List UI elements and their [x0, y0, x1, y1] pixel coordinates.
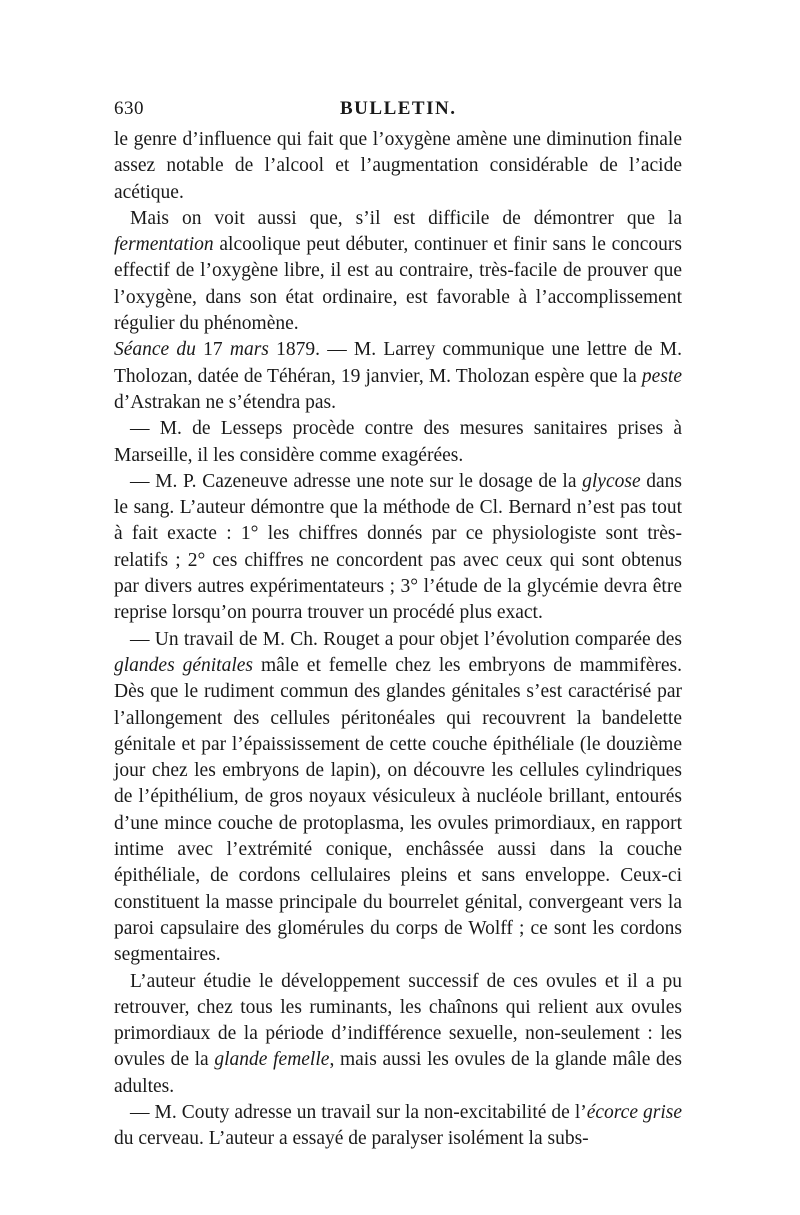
body-text: [114, 127, 682, 1153]
text-run: , mais aussi les ovules de la glande mâle des adultes.: [114, 1049, 683, 1097]
paragraph: [114, 469, 682, 627]
text-run: dans le sang. L’auteur démontre que la méthode de Cl. Bernard n’est pas tout à fait exacte : 1° les chiffres donnés par ce physiologiste sont très-relatifs ; 2° ces chiffres ne concordent pas avec ceux qui sont obtenus par divers autres expérimentateurs ; 3° l’étude de la glycémie devra être reprise lorsqu’on pourra trouver un procédé plus exact.: [114, 470, 682, 624]
paragraph: [114, 127, 682, 206]
text-run: 17: [195, 339, 230, 361]
text-run: Mais on voit aussi que, s’il est difficile de démontrer que la: [130, 207, 682, 229]
running-title: BULLETIN.: [340, 98, 457, 119]
text-run: 1879. — M. Larrey communique une lettre de M. Tholozan, datée de Téhéran, 19 janvier, M. Tholozan espère que la: [114, 339, 683, 387]
italic-run: Séance du: [114, 339, 196, 361]
italic-run: fermentation: [114, 234, 214, 256]
text-run: — M. Couty adresse un travail sur la non-excitabilité de l’: [130, 1101, 587, 1123]
paragraph: [114, 627, 682, 969]
italic-run: glycose: [582, 470, 641, 492]
paragraph: [114, 416, 682, 469]
paragraph: [114, 206, 682, 337]
italic-run: glande femelle: [214, 1049, 330, 1071]
text-run: d’Astrakan ne s’étendra pas.: [114, 391, 336, 413]
paragraph: [114, 969, 682, 1100]
text-run: — M. de Lesseps procède contre des mesures sanitaires prises à Marseille, il les considère comme exagérées.: [114, 418, 682, 466]
text-run: — M. P. Cazeneuve adresse une note sur le dosage de la: [130, 470, 583, 492]
text-run: le genre d’influence qui fait que l’oxygène amène une diminution finale assez notable de l’alcool et l’augmentation considérable de l’acide acétique.: [114, 129, 682, 203]
text-run: mâle et femelle chez les embryons de mammifères. Dès que le rudiment commun des glandes génitales s’est caractérisé par l’allongement des cellules péritonéales qui recouvrent la bandelette génitale et par l’épaississement de cette couche épithéliale (le douzième jour chez les embryons de lapin), on découvre les cellules cylindriques de l’épithélium, de gros noyaux vésiculeux à nucléole brillant, entourés d’une mince couche de protoplasma, les ovules primordiaux, en rapport intime avec l’extrémité conique, enchâssée aussi dans la couche épithéliale, de cordons cellulaires pleins et sans enveloppe. Ceux-ci constituent la masse principale du bourrelet génital, convergeant vers la paroi capsulaire des glomérules du corps de Wolff ; ce sont les cordons segmentaires.: [114, 654, 682, 966]
italic-run: écorce grise: [586, 1101, 682, 1123]
text-run: alcoolique peut débuter, continuer et finir sans le concours effectif de l’oxygène libre, il est au contraire, très-facile de prouver que l’oxygène, dans son état ordinaire, est favorable à l’accomplissement régulier du phénomène.: [114, 234, 682, 335]
italic-run: glandes génitales: [114, 654, 254, 676]
text-run: — Un travail de M. Ch. Rouget a pour objet l’évolution comparée des: [130, 628, 682, 650]
text-run: du cerveau. L’auteur a essayé de paralyser isolément la subs-: [114, 1128, 589, 1150]
paragraph: [114, 1100, 682, 1153]
page-number: 630: [114, 98, 144, 119]
page-header: [114, 98, 682, 122]
italic-run: mars: [229, 339, 269, 361]
italic-run: peste: [641, 365, 682, 387]
text-run: L’auteur étudie le développement successif de ces ovules et il a pu retrouver, chez tous les ruminants, les chaînons qui relient aux ovules primordiaux de la période d’indifférence sexuelle, non-seulement : les ovules de la: [114, 970, 682, 1071]
paragraph: [114, 337, 682, 416]
